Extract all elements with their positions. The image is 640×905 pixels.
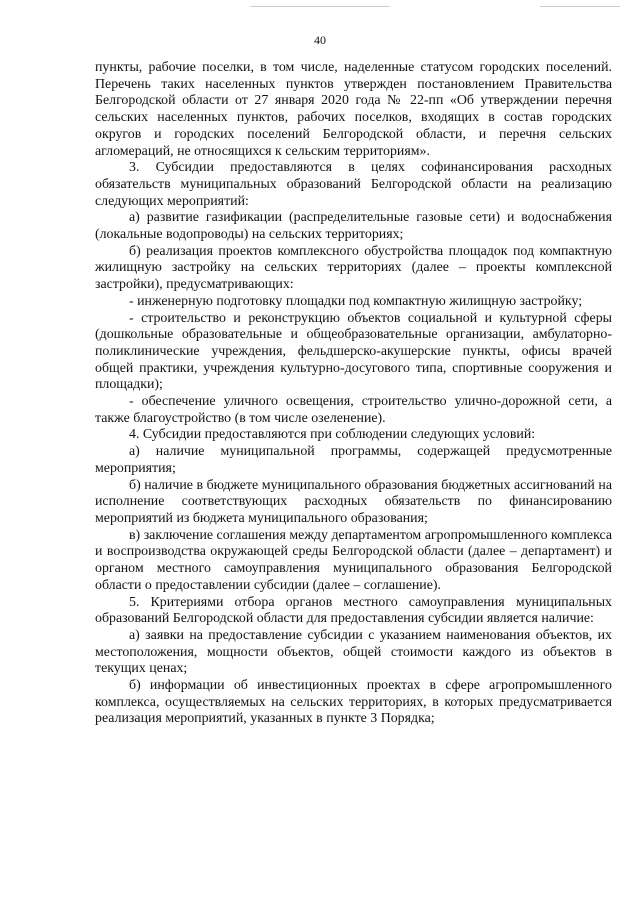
page-number: 40 [314, 33, 326, 47]
list-item: б) реализация проектов комплексного обустройства площадок под компактную жилищную застройку на сельских территориях (далее – проекты комплексной застройки), предусматривающих: [95, 243, 612, 293]
paragraph: 5. Критериями отбора органов местного самоуправления муниципальных образований Белгородской области для предоставления субсидии является наличие: [95, 594, 612, 627]
paragraph: 4. Субсидии предоставляются при соблюдении следующих условий: [129, 427, 536, 443]
list-item: в) заключение соглашения между департаментом агропромышленного комплекса и воспроизводства окружающей среды Белгородской области (далее – департамент) и органом местного самоуправления муниципального образования Белгородской области о предоставлении субсидии (далее – соглашение). [95, 527, 612, 593]
list-item: а) наличие муниципальной программы, содержащей предусмотренные мероприятия; [95, 444, 612, 476]
list-item: - инженерную подготовку площадки под компактную жилищную застройку; [129, 293, 583, 309]
list-item: - обеспечение уличного освещения, строительство улично-дорожной сети, а также благоустройство (в том числе озеленение). [95, 394, 612, 426]
scan-edge-mark [540, 6, 620, 7]
paragraph: 3. Субсидии предоставляются в целях софинансирования расходных обязательств муниципальных образований Белгородской области на реализацию следующих мероприятий: [95, 160, 612, 209]
list-item: а) развитие газификации (распределительные газовые сети) и водоснабжения (локальные водопроводы) на сельских территориях; [95, 210, 612, 243]
scan-edge-mark [250, 6, 390, 7]
paragraph: пункты, рабочие поселки, в том числе, наделенные статусом городских поселений. Перечень таких населенных пунктов утвержден постановлением Правительства Белгородской области от 27 января 2020 года № 22-пп «Об утверждении перечня сельских населенных пунктов, рабочих поселков, входящих в состав городских округов и городских поселений Белгородской области, и перечня сельских агломераций, не относящихся к сельским территориям». [95, 60, 612, 159]
document-body [95, 60, 612, 728]
list-item: а) заявки на предоставление субсидии с указанием наименования объектов, их местоположения, мощности объектов, общей стоимости каждого из объектов в текущих ценах; [95, 627, 612, 677]
list-item: б) информации об инвестиционных проектах в сфере агропромышленного комплекса, осуществляемых на сельских территориях, в которых предусматривается реализация мероприятий, указанных в пункте 3 Порядка; [95, 678, 612, 727]
list-item: - строительство и реконструкцию объектов социальной и культурной сферы (дошкольные образовательные и общеобразовательные организации, амбулаторно-поликлинические учреждения, фельдшерско-акушерские пункты, офисы врачей общей практики, учреждения культурно-досугового типа, спортивные сооружения и площадки); [95, 310, 612, 393]
list-item: б) наличие в бюджете муниципального образования бюджетных ассигнований на исполнение соответствующих расходных обязательств по финансированию мероприятий из бюджета муниципального образования; [95, 477, 612, 526]
